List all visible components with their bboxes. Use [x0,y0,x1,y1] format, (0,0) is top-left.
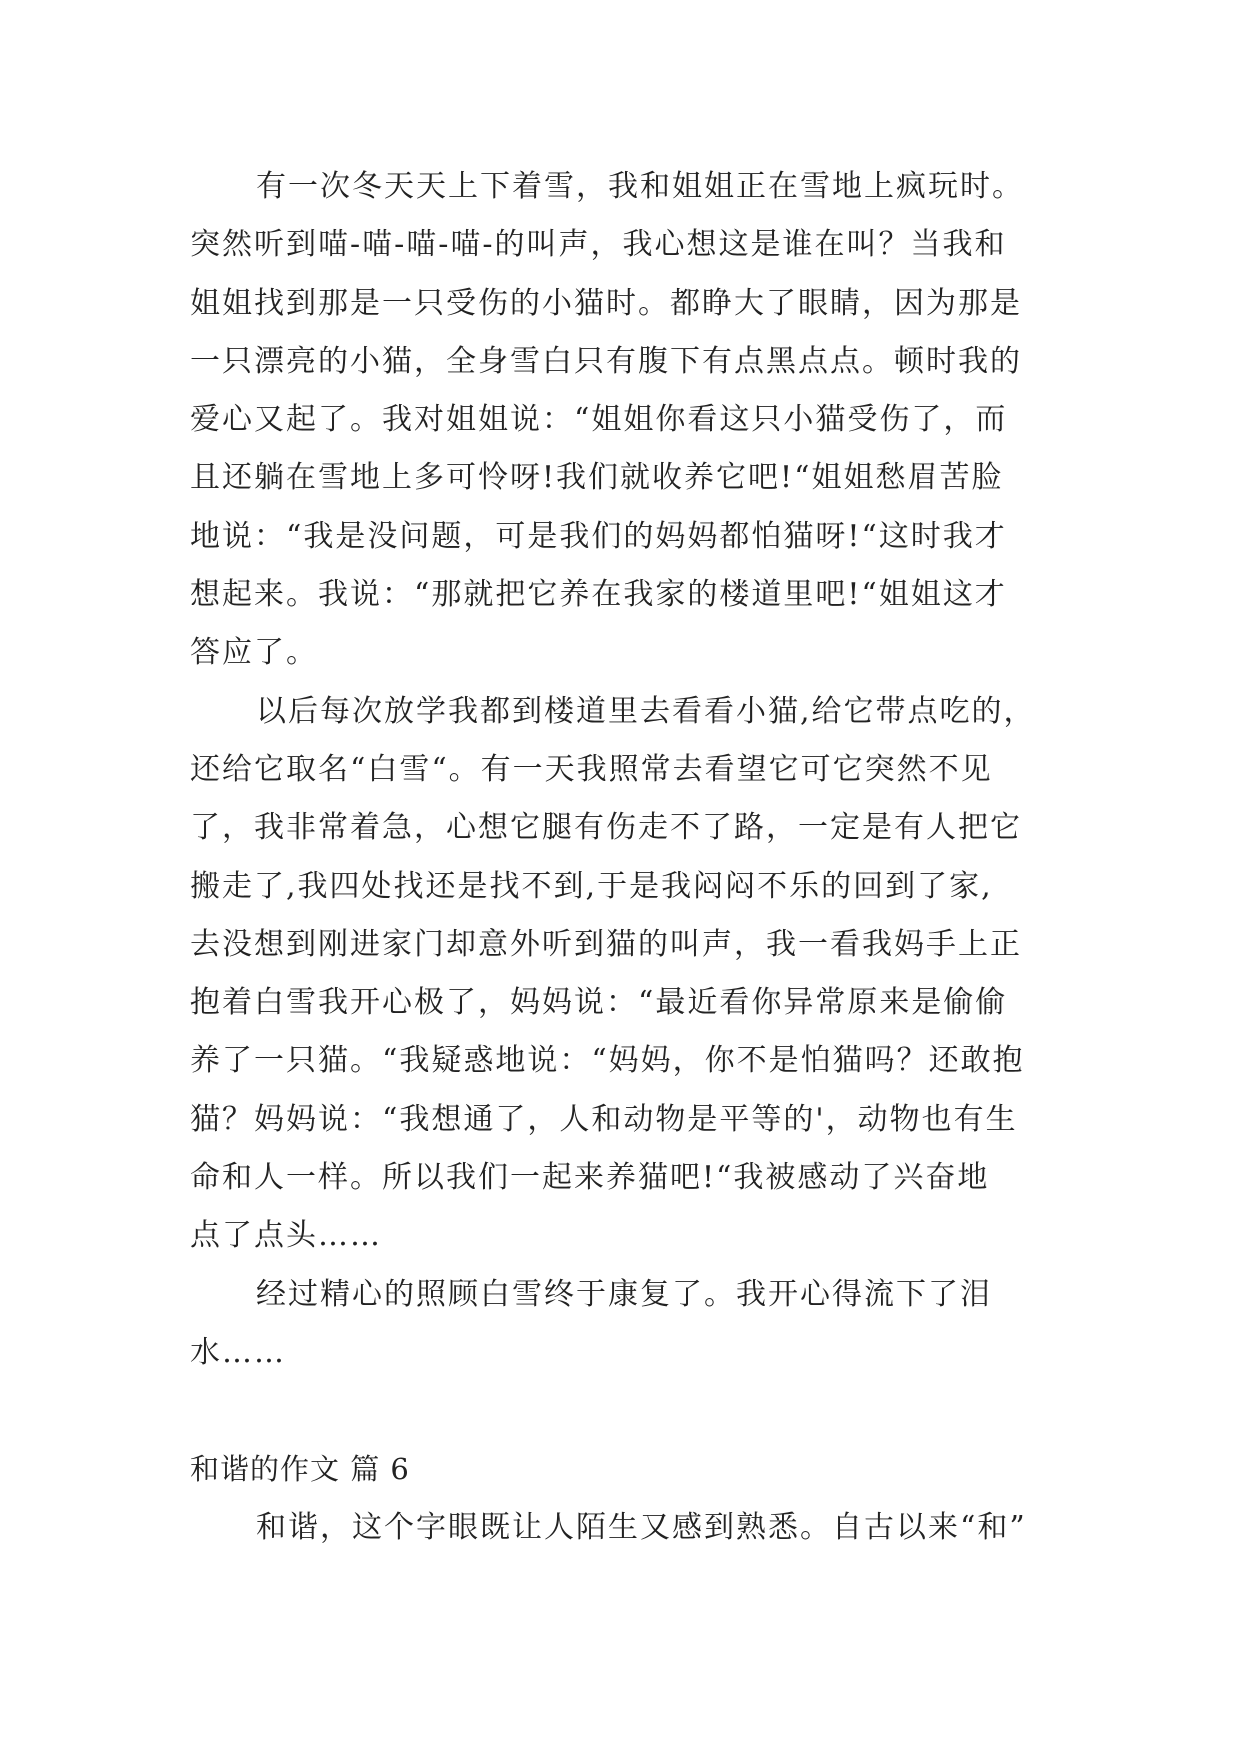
text-line: 命和人一样。所以我们一起来养猫吧!“我被感动了兴奋地 [190,1160,990,1196]
text-line: 姐姐找到那是一只受伤的小猫时。都睁大了眼睛，因为那是 [190,285,1022,321]
text-line: 地说：“我是没问题，可是我们的妈妈都怕猫呀!“这时我才 [190,518,1007,554]
text-line: 了，我非常着急，心想它腿有伤走不了路，一定是有人把它 [190,810,1022,846]
text-line: 想起来。我说：“那就把它养在我家的楼道里吧!“姐姐这才 [190,577,1007,613]
text-line: 搬走了,我四处找还是找不到,于是我闷闷不乐的回到了家, [190,868,993,904]
text-line: 还给它取名“白雪“。有一天我照常去看望它可它突然不见 [190,751,993,787]
text-line: 抱着白雪我开心极了，妈妈说：“最近看你异常原来是偷偷 [190,985,1008,1021]
text-line: 和谐，这个字眼既让人陌生又感到熟悉。自古以来“和” [256,1509,1027,1545]
text-line: 突然听到喵-喵-喵-喵-的叫声，我心想这是谁在叫？当我和 [190,227,1007,263]
text-line: 以后每次放学我都到楼道里去看看小猫,给它带点吃的， [256,693,1036,729]
paragraph-1 [190,158,1060,683]
text-line: 一只漂亮的小猫，全身雪白只有腹下有点黑点点。顿时我的 [190,343,1022,379]
paragraph-2 [190,683,1060,1266]
text-line: 经过精心的照顾白雪终于康复了。我开心得流下了泪 [256,1276,992,1312]
text-line: 猫？妈妈说：“我想通了，人和动物是平等的'，动物也有生 [190,1101,1018,1137]
text-line: 养了一只猫。“我疑惑地说：“妈妈，你不是怕猫吗？还敢抱 [190,1043,1025,1079]
paragraph-3 [190,1266,1060,1383]
text-line: 有一次冬天天上下着雪，我和姐姐正在雪地上疯玩时。 [256,169,1024,204]
text-line: 答应了。 [190,635,318,671]
text-line: 且还躺在雪地上多可怜呀!我们就收养它吧!“姐姐愁眉苦脸 [190,460,1004,496]
paragraph-4 [190,1499,1060,1557]
text-line: 爱心又起了。我对姐姐说：“姐姐你看这只小猫受伤了，而 [190,402,1008,438]
section-spacer [190,1382,1060,1440]
text-line: 去没想到刚进家门却意外听到猫的叫声，我一看我妈手上正 [190,926,1022,962]
text-line: 水…… [190,1334,286,1370]
document-body [190,158,1060,1557]
section-heading: 和谐的作文 篇 6 [190,1452,410,1487]
text-line: 点了点头…… [190,1218,382,1254]
